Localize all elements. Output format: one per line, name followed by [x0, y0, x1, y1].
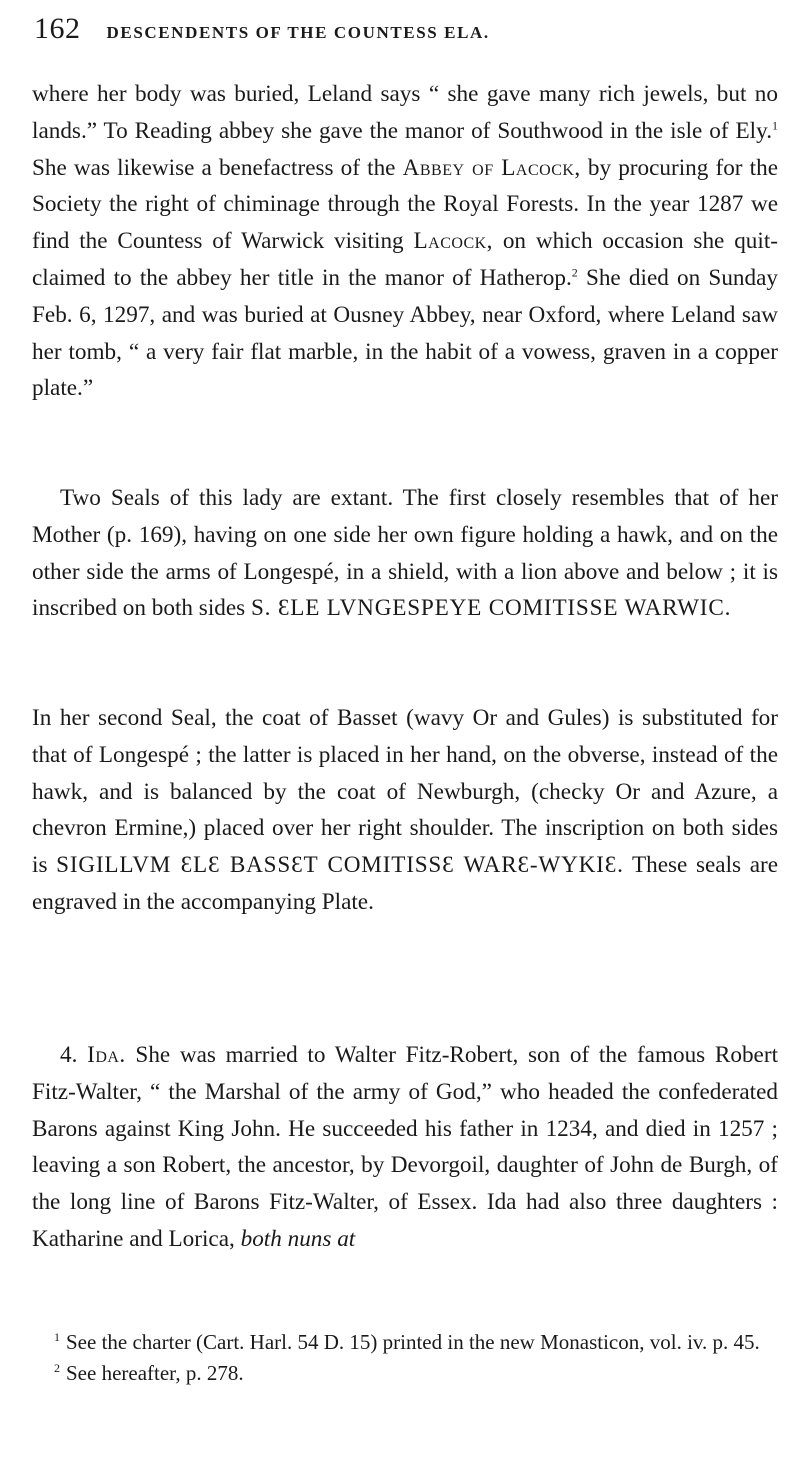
- footnote-2-text: See hereafter, p. 278.: [66, 1361, 244, 1385]
- paragraph-two-seals: [32, 480, 778, 627]
- seal-inscription-second: SIGILLVM ƐLƐ BASSƐT COMITISSƐ WARƐ-WYKIƐ.: [56, 852, 624, 879]
- abbey-of-lacock: Abbey of Lacock,: [402, 154, 581, 181]
- para2-text: Two Seals of this lady are extant. The first closely resembles that of her Mother (p. 169), having on one side her own figure holding a hawk, and on the other side the arms of Longespé, in a shield, with a lion above and below ; it is inscribed on both sides: [32, 485, 778, 622]
- para1-text-4: on which occasion she quit-claimed to the abbey her title in the manor of Hatherop.: [32, 228, 778, 291]
- paragraph-leland-burial: [32, 76, 778, 407]
- footnote-ref-2: 2: [571, 265, 578, 280]
- paragraph-second-seal: [32, 700, 778, 921]
- footnote-1-text: See the charter (Cart. Harl. 54 D. 15) printed in the new Monasticon, vol. iv. p. 45.: [66, 1330, 760, 1354]
- para1-text-2: She was likewise a benefactress of the: [32, 154, 403, 181]
- ida-heading: Ida.: [87, 1042, 126, 1068]
- page-number: 162: [34, 12, 81, 45]
- footnote-2-mark: 2: [54, 1361, 60, 1375]
- footnotes: [32, 1324, 778, 1386]
- para3-text-2: These seals are engraved in the accompanying Plate.: [32, 852, 779, 915]
- section-number: 4.: [60, 1042, 78, 1068]
- footnote-2: [32, 1355, 778, 1386]
- page-header: [34, 12, 774, 52]
- para1-text-3: by procuring for the Society the right of chiminage through the Royal Forests. In the year 1287 we find the Countess of Warwick visiting: [32, 154, 778, 255]
- footnote-1-mark: 1: [54, 1330, 60, 1344]
- paragraph-ida: [32, 1037, 778, 1258]
- seal-inscription-first: S. ƐLE LVNGESPEYE COMITISSE WARWIC.: [250, 595, 732, 622]
- lacock: Lacock,: [413, 228, 493, 255]
- running-head: DESCENDENTS OF THE COUNTESS ELA.: [106, 23, 490, 42]
- para4-text: She was married to Walter Fitz-Robert, son of the famous Robert Fitz-Walter, “ the Marshal of the army of God,” who headed the confederated Barons against King John. He succeeded his father in 1234, and died in 1257 ; leaving a son Robert, the ancestor, by Devorgoil, daughter of John de Burgh, of the long line of Barons Fitz-Walter, of Essex. Ida had also three daughters : Katharine and Lorica,: [32, 1042, 779, 1252]
- para4-italic: both nuns at: [240, 1225, 356, 1252]
- para1-text-1: where her body was buried, Leland says “ she gave many rich jewels, but no lands.” To Reading abbey she gave the manor of Southwood in the isle of Ely.: [32, 81, 778, 144]
- para1-text-5: She died on Sunday Feb. 6, 1297, and was buried at Ousney Abbey, near Oxford, where Leland saw her tomb, “ a very fair flat marble, in the habit of a vowess, graven in a copper plate.”: [32, 264, 778, 402]
- footnote-1: [32, 1324, 778, 1355]
- footnote-ref-1: 1: [772, 118, 778, 133]
- para3-text-1: In her second Seal, the coat of Basset (wavy Or and Gules) is substituted for that of Longespé ; the latter is placed in her hand, on the obverse, instead of the hawk, and is balanced by the coat of Newburgh, (checky Or and Azure, a chevron Ermine,) placed over her right shoulder. The inscription on both sides is: [32, 705, 778, 879]
